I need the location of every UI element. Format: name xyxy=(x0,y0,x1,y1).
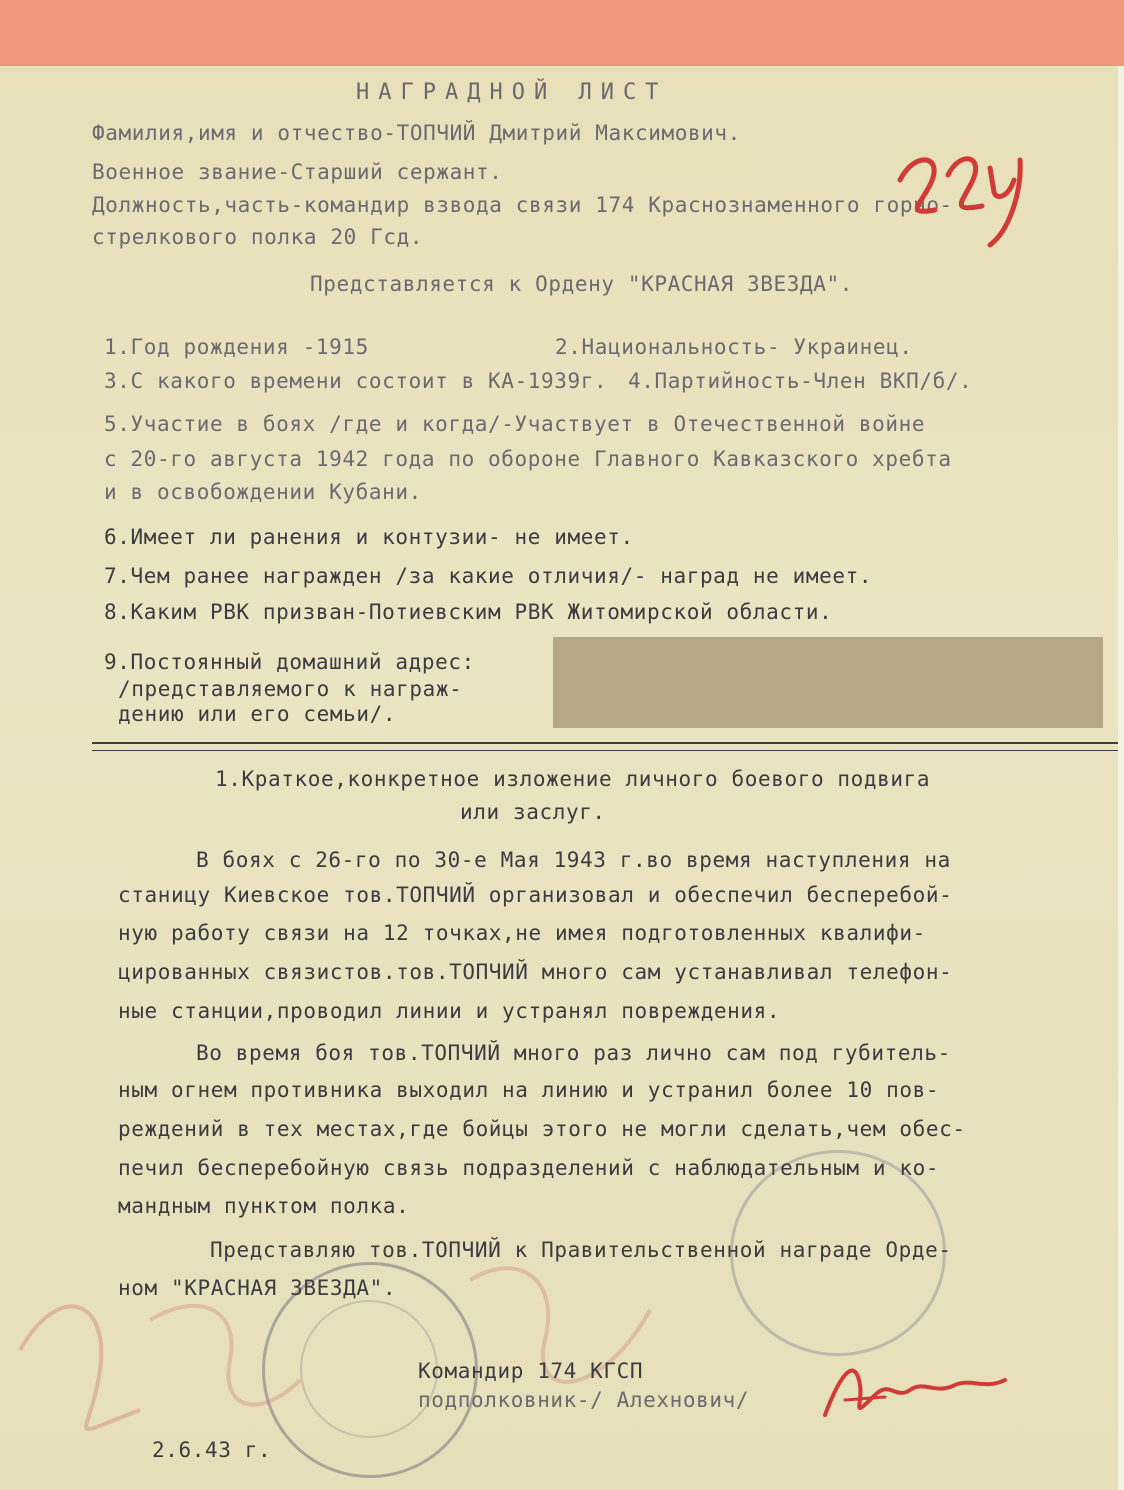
document-date: 2.6.43 г. xyxy=(152,1438,272,1462)
body-p1-line-5: ные станции,проводил линии и устранял повреждения. xyxy=(118,999,781,1023)
section-heading-line-2: или заслуг. xyxy=(460,800,606,824)
section-heading-line-1: 1.Краткое,конкретное изложение личного боевого подвига xyxy=(215,767,931,791)
body-p2-line-4: печил бесперебойную связь подразделений с наблюдательным и ко- xyxy=(118,1156,940,1180)
surname-line: Фамилия,имя и отчество-ТОПЧИЙ Дмитрий Максимович. xyxy=(92,121,741,145)
handwritten-number xyxy=(890,140,1040,250)
body-p1-line-2: станицу Киевское тов.ТОПЧИЙ организовал и обеспечил бесперебой- xyxy=(118,883,953,907)
body-p2-line-5: мандным пунктом полка. xyxy=(118,1194,410,1218)
body-p3-line-1: Представляю тов.ТОПЧИЙ к Правительственной награде Орде- xyxy=(210,1238,952,1262)
item-draft-office: 8.Каким РВК призван-Потиевским РВК Житомирской области. xyxy=(104,600,833,624)
paper-edge xyxy=(1118,66,1124,1490)
item-party: 4.Партийность-Член ВКП/б/. xyxy=(628,369,973,393)
item-address-3: дению или его семьи/. xyxy=(118,702,397,726)
body-p1-line-3: ную работу связи на 12 точках,не имея подготовленных квалифи- xyxy=(118,921,926,945)
item-address-2: /представляемого к награж- xyxy=(118,677,463,701)
signature-name: подполковник-/ Алехнович/ xyxy=(418,1388,750,1412)
item-combat-3: и в освобождении Кубани. xyxy=(104,480,422,504)
signature-title: Командир 174 КГСП xyxy=(418,1359,644,1383)
item-birth-year: 1.Год рождения -1915 xyxy=(104,335,369,359)
section-divider-top xyxy=(92,742,1118,744)
position-line-2: стрелкового полка 20 Гсд. xyxy=(92,225,424,249)
body-p1-line-4: цированных связистов.тов.ТОПЧИЙ много сам устанавливал телефон- xyxy=(118,960,953,984)
body-p2-line-2: ным огнем противника выходил на линию и устранил более 10 пов- xyxy=(118,1078,940,1102)
red-ink-signature xyxy=(815,1345,1015,1435)
section-divider-bottom xyxy=(92,750,1118,751)
item-combat-1: 5.Участие в боях /где и когда/-Участвует в Отечественной войне xyxy=(104,412,926,436)
position-line-1: Должность,часть-командир взвода связи 174 Краснознаменного горно- xyxy=(92,193,953,217)
body-p2-line-3: реждений в тех местах,где бойцы этого не могли сделать,чем обес- xyxy=(118,1117,966,1141)
item-wounds: 6.Имеет ли ранения и контузии- не имеет. xyxy=(104,525,634,549)
item-army-since: 3.С какого времени состоит в КА-1939г. xyxy=(104,369,608,393)
item-address-1: 9.Постоянный домашний адрес: xyxy=(104,650,475,674)
item-previous-awards: 7.Чем ранее награжден /за какие отличия/- наград не имеет. xyxy=(104,564,873,588)
redacted-address-block xyxy=(553,637,1103,728)
document-title: НАГРАДНОЙ ЛИСТ xyxy=(356,80,668,105)
item-nationality: 2.Национальность- Украинец. xyxy=(555,335,913,359)
red-pencil-number-drawing xyxy=(890,140,1040,250)
body-p3-line-2: ном "КРАСНАЯ ЗВЕЗДА". xyxy=(118,1276,397,1300)
faded-handwriting-bottom xyxy=(0,1240,700,1460)
top-color-band xyxy=(0,0,1124,66)
body-p1-line-1: В боях с 26-го по 30-е Мая 1943 г.во время наступления на xyxy=(196,848,951,872)
rank-line: Военное звание-Старший сержант. xyxy=(92,160,503,184)
item-combat-2: с 20-го августа 1942 года по обороне Главного Кавказского хребта xyxy=(104,447,952,471)
body-p2-line-1: Во время боя тов.ТОПЧИЙ много раз лично сам под губитель- xyxy=(196,1041,951,1065)
nominated-line: Представляется к Ордену "КРАСНАЯ ЗВЕЗДА". xyxy=(310,272,853,296)
